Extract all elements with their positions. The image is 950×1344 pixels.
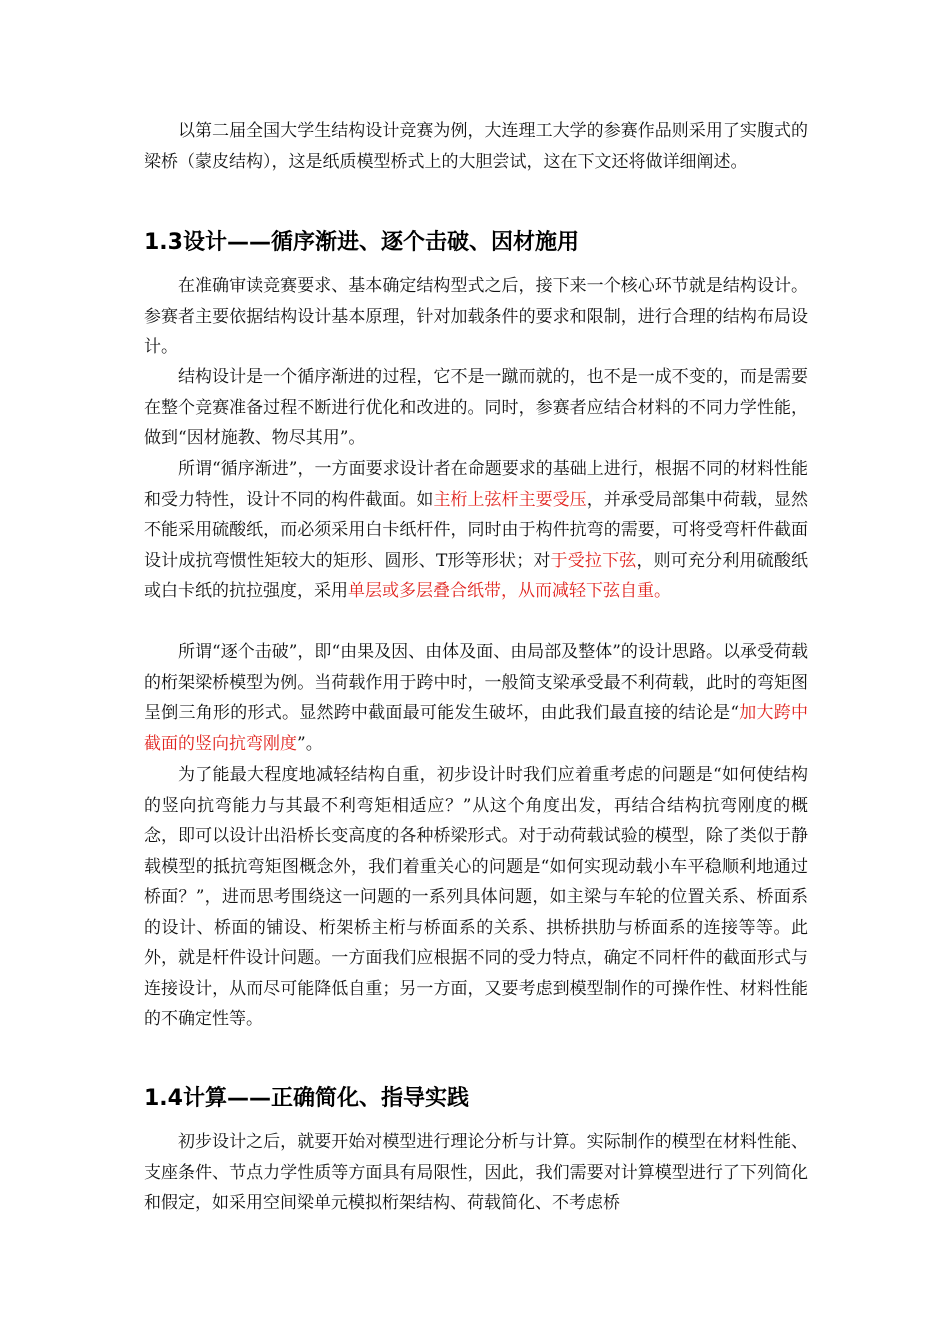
text-run: ，则可充分利用硫酸纸或白卡纸的抗拉强度，采用 — [144, 550, 809, 601]
text-run: ，并承受局部集中荷载，显然不能采用硫酸纸，而必须采用白卡纸杆件，同时由于构件抗弯的需要，可将受弯杆件截面设计成抗弯惯性矩较大的矩形、圆形、T形等形状；对 — [144, 489, 809, 571]
paragraph-break-through — [144, 637, 808, 759]
section-heading-1-3: 1.3设计——循序渐进、逐个击破、因材施用 — [144, 230, 579, 255]
highlight-text: 于受拉下弦 — [550, 550, 637, 571]
highlight-text: 单层或多层叠合纸带，从而减轻下弦自重。 — [348, 581, 671, 601]
text-run: 所谓“循序渐进”，一方面要求设计者在命题要求的基础上进行，根据不同的材料性能和受力特性，设计不同的构件截面。如 — [144, 459, 808, 510]
highlight-text: 加大跨中截面的竖向抗弯刚度 — [144, 703, 808, 754]
text-run: ”。 — [297, 733, 323, 754]
paragraph-design-overview: 在准确审读竞赛要求、基本确定结构型式之后，接下来一个核心环节就是结构设计。参赛者主要依据结构设计基本原理，针对加载条件的要求和限制，进行合理的结构布局设计。 — [144, 276, 808, 357]
text-run: 所谓“逐个击破”，即“由果及因、由体及面、由局部及整体”的设计思路。以承受荷载的桁架梁桥模型为例。当荷载作用于跨中时，一般简支梁承受最不利荷载，此时的弯矩图呈倒三角形的形式。显然跨中截面最可能发生破坏，由此我们最直接的结论是“ — [144, 642, 808, 723]
highlight-text: 主桁上弦杆主要受压 — [433, 489, 587, 510]
paragraph-weight-reduction: 为了能最大程度地减轻结构自重，初步设计时我们应着重考虑的问题是“如何使结构的竖向抗弯能力与其最不利弯矩相适应？”从这个角度出发，再结合结构抗弯刚度的概念，即可以设计出沿桥长变高度的各种桥梁形式。对于动荷载试验的模型，除了类似于静载模型的抵抗弯矩图概念外，我们着重关心的问题是“如何实现动载小车平稳顺利地通过桥面？”，进而思考围绕这一问题的一系列具体问题，如主梁与车轮的位置关系、桥面系的设计、桥面的铺设、桁架桥主桁与桥面系的关系、拱桥拱肋与桥面系的连接等等。此外，就是杆件设计问题。一方面我们应根据不同的受力特点，确定不同杆件的截面形式与连接设计，从而尽可能降低自重；另一方面，又要考虑到模型制作的可操作性、材料性能的不确定性等。 — [144, 765, 808, 1029]
paragraph-design-process: 结构设计是一个循序渐进的过程，它不是一蹴而就的，也不是一成不变的，而是需要在整个竞赛准备过程不断进行优化和改进的。同时，参赛者应结合材料的不同力学性能，做到“因材施教、物尽其用”。 — [144, 367, 808, 448]
paragraph-intro: 以第二届全国大学生结构设计竞赛为例，大连理工大学的参赛作品则采用了实腹式的梁桥（蒙皮结构），这是纸质模型桥式上的大胆尝试，这在下文还将做详细阐述。 — [144, 121, 808, 172]
paragraph-step-by-step — [144, 454, 808, 607]
paragraph-calculation: 初步设计之后，就要开始对模型进行理论分析与计算。实际制作的模型在材料性能、支座条件、节点力学性质等方面具有局限性，因此，我们需要对计算模型进行了下列简化和假定，如采用空间梁单元模拟桁架结构、荷载简化、不考虑桥 — [144, 1132, 808, 1213]
section-heading-1-4: 1.4计算——正确简化、指导实践 — [144, 1086, 469, 1111]
